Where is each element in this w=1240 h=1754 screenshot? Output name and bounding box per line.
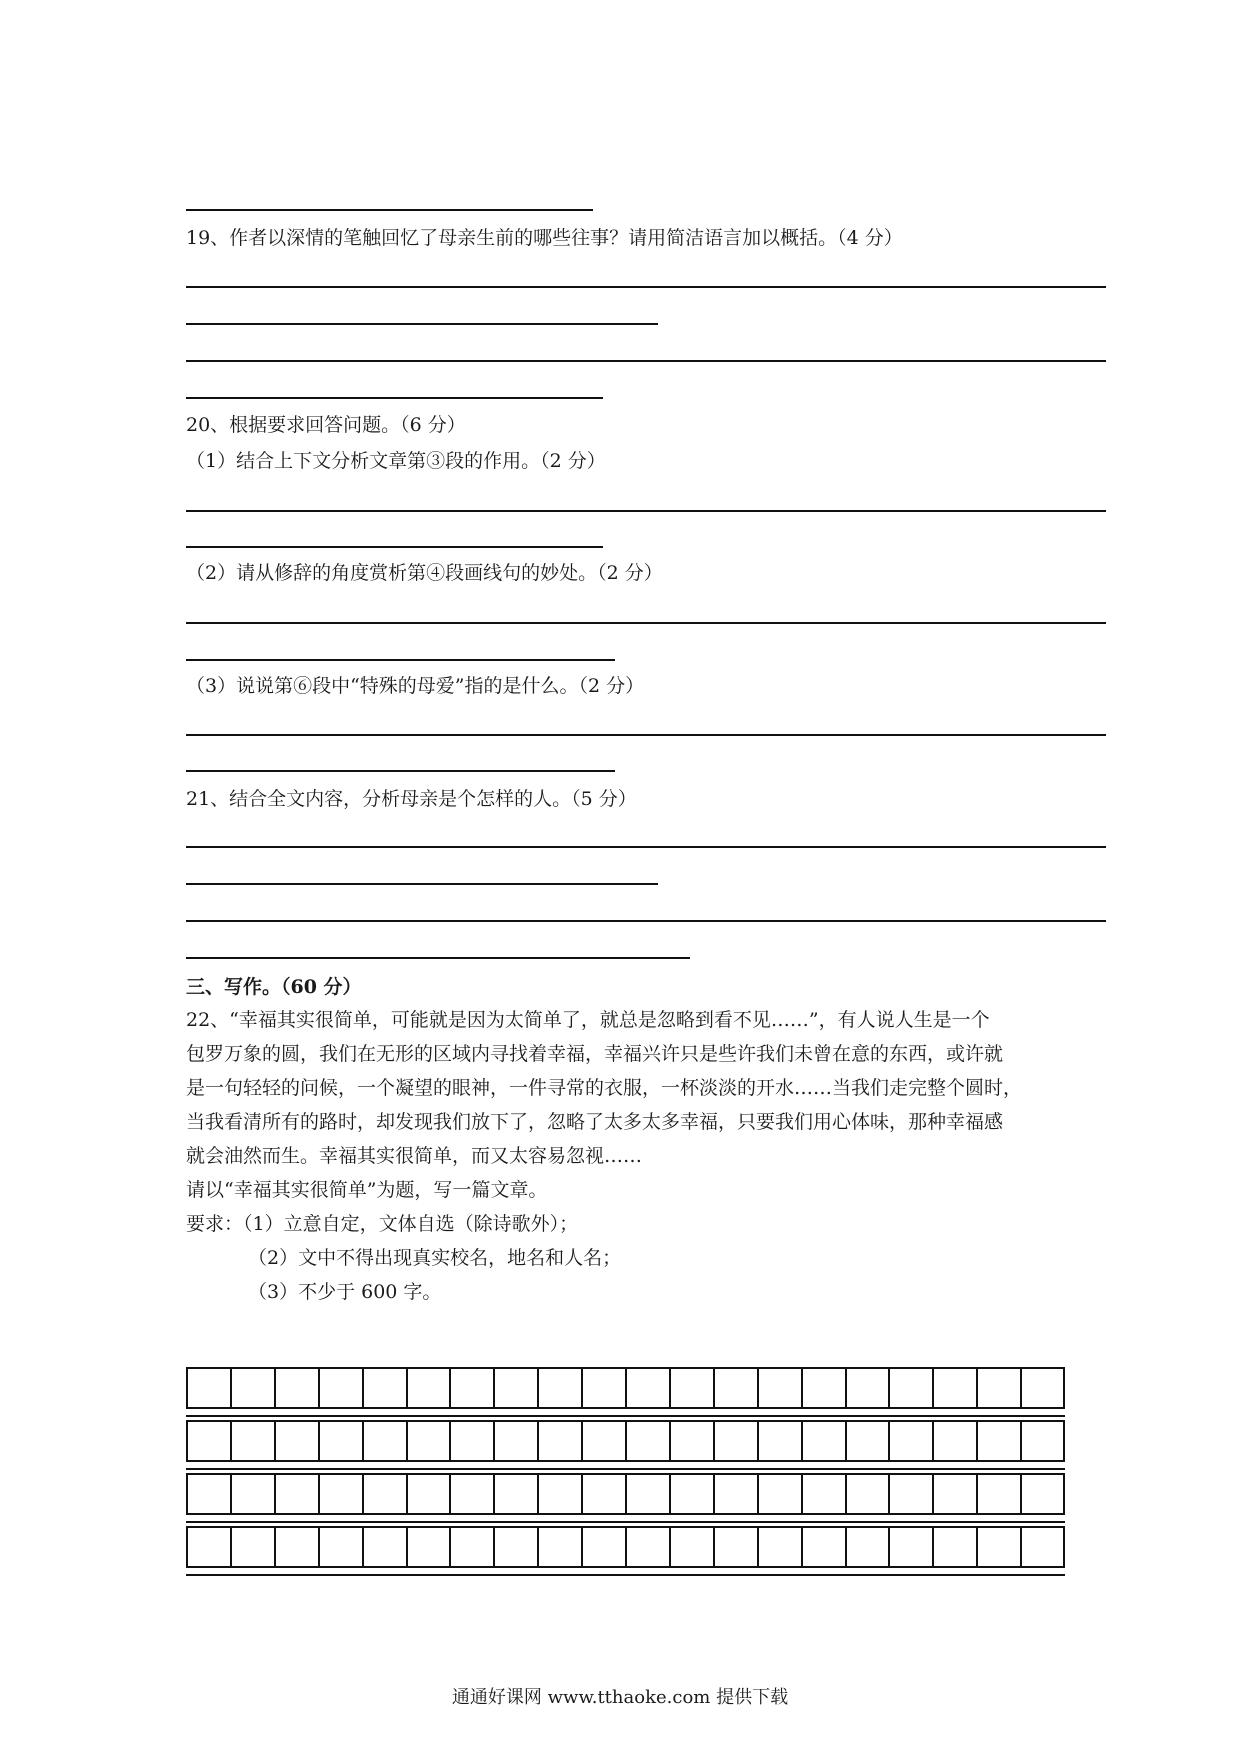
- grid-cell[interactable]: [757, 1528, 759, 1566]
- answer-line[interactable]: [186, 510, 1106, 512]
- grid-cell[interactable]: [230, 1475, 232, 1513]
- grid-cell[interactable]: [362, 1528, 364, 1566]
- grid-cell[interactable]: [932, 1422, 934, 1460]
- grid-cell[interactable]: [845, 1475, 847, 1513]
- grid-cell[interactable]: [493, 1369, 495, 1407]
- requirement: 要求：（1）立意自定，文体自选（除诗歌外）；: [186, 1213, 579, 1235]
- grid-cell[interactable]: [406, 1369, 408, 1407]
- grid-cell[interactable]: [449, 1422, 451, 1460]
- grid-row[interactable]: [186, 1526, 1065, 1568]
- grid-cell[interactable]: [493, 1422, 495, 1460]
- grid-cell[interactable]: [406, 1422, 408, 1460]
- grid-cell[interactable]: [888, 1422, 890, 1460]
- grid-cell[interactable]: [406, 1475, 408, 1513]
- answer-line[interactable]: [186, 546, 603, 548]
- answer-line[interactable]: [186, 286, 1106, 288]
- grid-cell[interactable]: [801, 1528, 803, 1566]
- grid-cell[interactable]: [801, 1369, 803, 1407]
- grid-cell[interactable]: [976, 1422, 978, 1460]
- answer-line[interactable]: [186, 659, 615, 661]
- grid-separator: [186, 1462, 1065, 1470]
- grid-cell[interactable]: [713, 1369, 715, 1407]
- grid-cell[interactable]: [845, 1422, 847, 1460]
- question-19: 19、作者以深情的笔触回忆了母亲生前的哪些往事？请用简洁语言加以概括。（4 分）: [186, 227, 903, 249]
- grid-cell[interactable]: [537, 1528, 539, 1566]
- grid-cell[interactable]: [581, 1369, 583, 1407]
- grid-cell[interactable]: [581, 1475, 583, 1513]
- grid-cell[interactable]: [274, 1475, 276, 1513]
- grid-cell[interactable]: [888, 1528, 890, 1566]
- grid-cell[interactable]: [932, 1369, 934, 1407]
- question-21: 21、结合全文内容，分析母亲是个怎样的人。（5 分）: [186, 788, 637, 810]
- grid-cell[interactable]: [493, 1528, 495, 1566]
- grid-cell[interactable]: [230, 1369, 232, 1407]
- question-20-part-2: （2）请从修辞的角度赏析第④段画线句的妙处。（2 分）: [186, 562, 663, 584]
- grid-cell[interactable]: [757, 1422, 759, 1460]
- prompt-line: 是一句轻轻的问候，一个凝望的眼神，一件寻常的衣服，一杯淡淡的开水……当我们走完整个圆时，: [186, 1077, 1023, 1099]
- grid-cell[interactable]: [362, 1475, 364, 1513]
- grid-cell[interactable]: [230, 1528, 232, 1566]
- grid-cell[interactable]: [449, 1369, 451, 1407]
- grid-cell[interactable]: [713, 1422, 715, 1460]
- answer-line[interactable]: [186, 920, 1106, 922]
- grid-cell[interactable]: [449, 1528, 451, 1566]
- question-20: 20、根据要求回答问题。（6 分）: [186, 414, 466, 436]
- answer-line[interactable]: [186, 209, 593, 211]
- grid-cell[interactable]: [888, 1369, 890, 1407]
- footer-source: 通通好课网 www.tthaoke.com 提供下载: [451, 1687, 789, 1708]
- grid-cell[interactable]: [625, 1528, 627, 1566]
- grid-cell[interactable]: [625, 1369, 627, 1407]
- grid-cell[interactable]: [932, 1528, 934, 1566]
- grid-row[interactable]: [186, 1420, 1065, 1462]
- grid-cell[interactable]: [581, 1528, 583, 1566]
- grid-cell[interactable]: [669, 1422, 671, 1460]
- grid-cell[interactable]: [757, 1369, 759, 1407]
- section-heading: 三、写作。（60 分）: [186, 976, 362, 998]
- grid-separator: [186, 1409, 1065, 1417]
- answer-line[interactable]: [186, 397, 603, 399]
- grid-cell[interactable]: [757, 1475, 759, 1513]
- requirement: （2）文中不得出现真实校名，地名和人名；: [248, 1247, 622, 1269]
- grid-cell[interactable]: [669, 1528, 671, 1566]
- essay-instruction: 请以“幸福其实很简单”为题，写一篇文章。: [186, 1179, 548, 1201]
- grid-cell[interactable]: [625, 1422, 627, 1460]
- grid-cell[interactable]: [449, 1475, 451, 1513]
- requirement: （3）不少于 600 字。: [248, 1281, 442, 1303]
- grid-cell[interactable]: [845, 1369, 847, 1407]
- grid-cell[interactable]: [976, 1475, 978, 1513]
- grid-cell[interactable]: [581, 1422, 583, 1460]
- grid-cell[interactable]: [976, 1369, 978, 1407]
- grid-cell[interactable]: [713, 1528, 715, 1566]
- grid-separator: [186, 1568, 1065, 1576]
- grid-cell[interactable]: [362, 1422, 364, 1460]
- answer-line[interactable]: [186, 622, 1106, 624]
- question-20-part-1: （1）结合上下文分析文章第③段的作用。（2 分）: [186, 450, 606, 472]
- grid-cell[interactable]: [274, 1528, 276, 1566]
- grid-row[interactable]: [186, 1473, 1065, 1515]
- grid-cell[interactable]: [318, 1369, 320, 1407]
- grid-cell[interactable]: [1020, 1422, 1022, 1460]
- essay-prompt: [186, 1003, 1106, 1309]
- grid-row[interactable]: [186, 1367, 1065, 1409]
- grid-cell[interactable]: [493, 1475, 495, 1513]
- grid-cell[interactable]: [318, 1422, 320, 1460]
- answer-line[interactable]: [186, 323, 658, 325]
- grid-cell[interactable]: [230, 1422, 232, 1460]
- answer-line[interactable]: [186, 846, 1106, 848]
- grid-cell[interactable]: [274, 1422, 276, 1460]
- grid-cell[interactable]: [669, 1369, 671, 1407]
- prompt-line: 包罗万象的圆，我们在无形的区域内寻找着幸福，幸福兴许只是些许我们未曾在意的东西，或许就: [186, 1043, 1004, 1065]
- grid-cell[interactable]: [932, 1475, 934, 1513]
- question-20-part-3: （3）说说第⑥段中“特殊的母爱”指的是什么。（2 分）: [186, 675, 645, 697]
- answer-line[interactable]: [186, 957, 690, 959]
- grid-cell[interactable]: [625, 1475, 627, 1513]
- grid-cell[interactable]: [537, 1475, 539, 1513]
- grid-separator: [186, 1515, 1065, 1523]
- answer-line[interactable]: [186, 883, 658, 885]
- prompt-line: 就会油然而生。幸福其实很简单，而又太容易忽视……: [186, 1145, 643, 1167]
- answer-line[interactable]: [186, 360, 1106, 362]
- grid-cell[interactable]: [845, 1528, 847, 1566]
- grid-cell[interactable]: [801, 1422, 803, 1460]
- grid-cell[interactable]: [976, 1528, 978, 1566]
- prompt-line: 当我看清所有的路时，却发现我们放下了，忽略了太多太多幸福，只要我们用心体味，那种幸福感: [186, 1111, 1004, 1133]
- grid-cell[interactable]: [537, 1422, 539, 1460]
- grid-cell[interactable]: [801, 1475, 803, 1513]
- grid-cell[interactable]: [1020, 1528, 1022, 1566]
- grid-cell[interactable]: [406, 1528, 408, 1566]
- grid-cell[interactable]: [888, 1475, 890, 1513]
- answer-line[interactable]: [186, 770, 615, 772]
- grid-cell[interactable]: [362, 1369, 364, 1407]
- grid-cell[interactable]: [318, 1528, 320, 1566]
- grid-cell[interactable]: [713, 1475, 715, 1513]
- grid-cell[interactable]: [318, 1475, 320, 1513]
- grid-cell[interactable]: [274, 1369, 276, 1407]
- grid-cell[interactable]: [669, 1475, 671, 1513]
- prompt-line: 22、“幸福其实很简单，可能就是因为太简单了，就总是忽略到看不见……”，有人说人生是一个: [186, 1009, 990, 1031]
- answer-line[interactable]: [186, 734, 1106, 736]
- grid-cell[interactable]: [1020, 1475, 1022, 1513]
- grid-cell[interactable]: [537, 1369, 539, 1407]
- grid-cell[interactable]: [1020, 1369, 1022, 1407]
